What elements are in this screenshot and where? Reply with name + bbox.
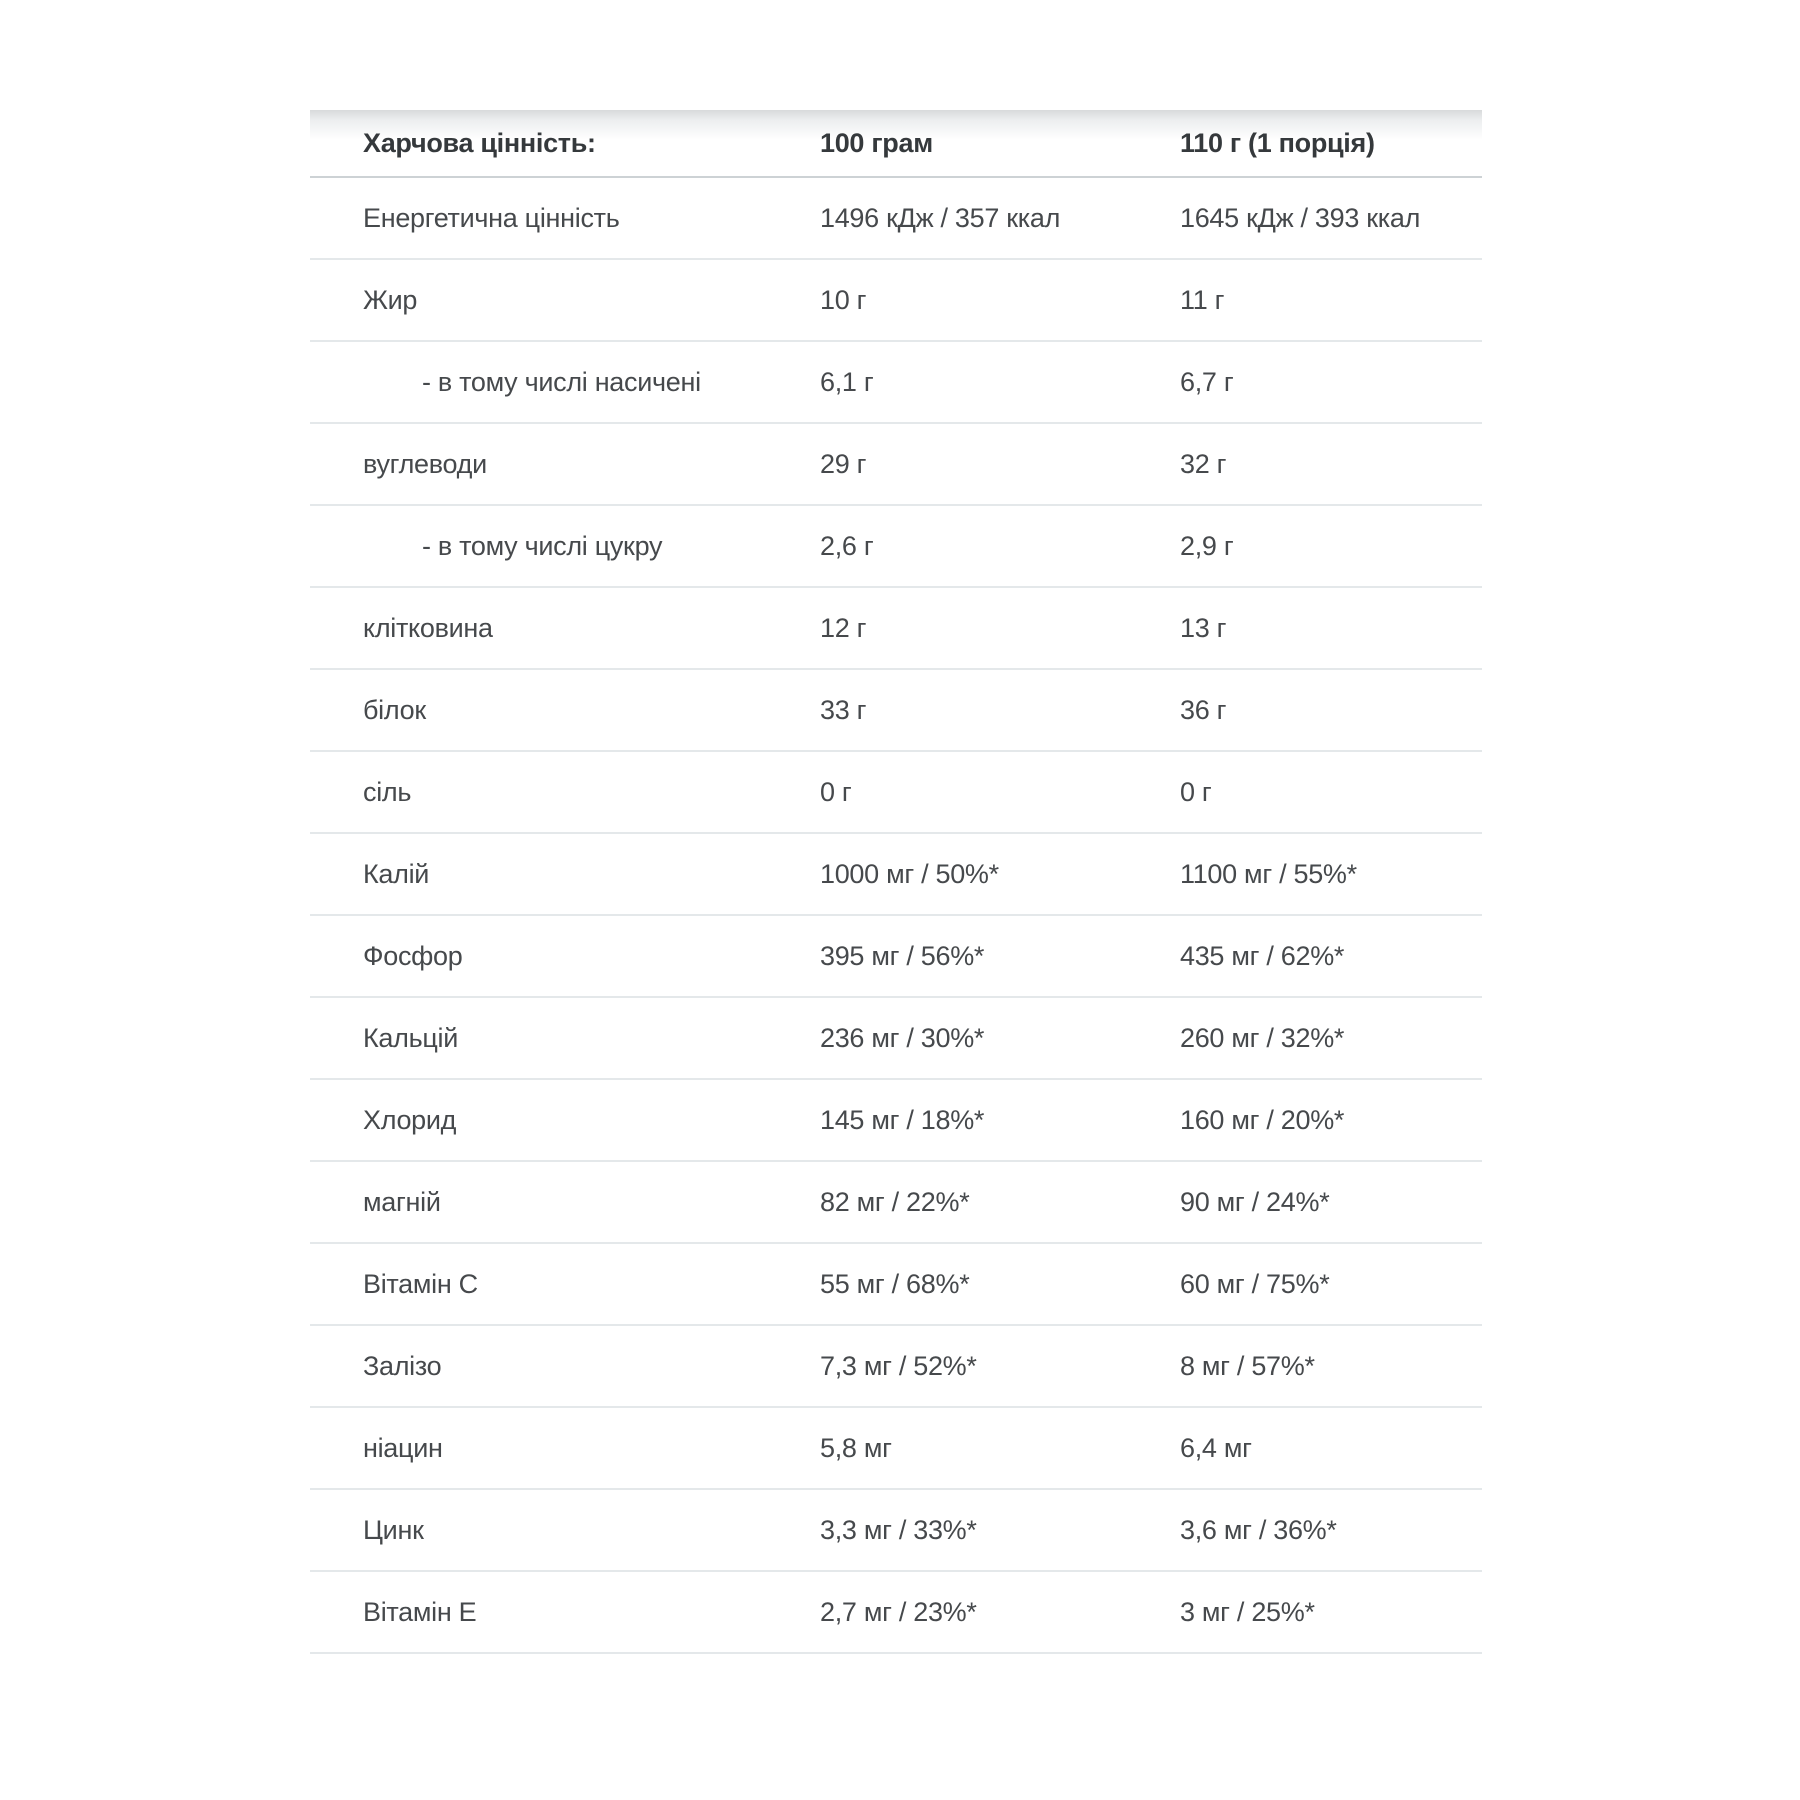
nutrient-label: клітковина: [363, 612, 493, 643]
value-per-serving: 6,4 мг: [1180, 1432, 1252, 1463]
value-per-100g: 2,7 мг / 23%*: [820, 1596, 977, 1627]
nutrient-label: білок: [363, 694, 426, 725]
table-row: [310, 1080, 1482, 1162]
table-row: [310, 916, 1482, 998]
value-per-100g: 3,3 мг / 33%*: [820, 1514, 977, 1545]
table-row: [310, 1408, 1482, 1490]
value-per-100g: 7,3 мг / 52%*: [820, 1350, 977, 1381]
value-per-serving: 60 мг / 75%*: [1180, 1268, 1330, 1299]
nutrient-label: сіль: [363, 776, 412, 807]
value-per-100g: 2,6 г: [820, 530, 874, 561]
table-row: [310, 1326, 1482, 1408]
value-per-100g: 145 мг / 18%*: [820, 1104, 985, 1135]
nutrient-label: Вітамін Е: [363, 1596, 477, 1627]
nutrient-label: Жир: [363, 284, 418, 315]
value-per-100g: 33 г: [820, 694, 867, 725]
table-row: [310, 588, 1482, 670]
header-col-nutrition-label: Харчова цінність:: [363, 127, 596, 158]
table-row: [310, 424, 1482, 506]
nutrient-label: ніацин: [363, 1432, 443, 1463]
table-row: [310, 342, 1482, 424]
nutrient-label: - в тому числі насичені: [422, 366, 701, 397]
value-per-serving: 32 г: [1180, 448, 1227, 479]
value-per-serving: 13 г: [1180, 612, 1227, 643]
nutrient-label: Кальцій: [363, 1022, 459, 1053]
table-row: [310, 834, 1482, 916]
value-per-100g: 1496 кДж / 357 ккал: [820, 202, 1061, 233]
table-body: [310, 178, 1482, 1654]
value-per-serving: 1645 кДж / 393 ккал: [1180, 202, 1421, 233]
value-per-serving: 160 мг / 20%*: [1180, 1104, 1345, 1135]
value-per-serving: 6,7 г: [1180, 366, 1234, 397]
value-per-serving: 8 мг / 57%*: [1180, 1350, 1315, 1381]
nutrient-label: Фосфор: [363, 940, 463, 971]
value-per-100g: 6,1 г: [820, 366, 874, 397]
value-per-100g: 10 г: [820, 284, 867, 315]
table-row: [310, 1244, 1482, 1326]
nutrient-label: Залізо: [363, 1350, 442, 1381]
value-per-100g: 1000 мг / 50%*: [820, 858, 999, 889]
table-row: [310, 1572, 1482, 1654]
value-per-100g: 55 мг / 68%*: [820, 1268, 970, 1299]
nutrient-label: Калій: [363, 858, 430, 889]
nutrient-label: Хлорид: [363, 1104, 457, 1135]
table-row: [310, 1490, 1482, 1572]
nutrient-label: вуглеводи: [363, 448, 487, 479]
table-row: [310, 506, 1482, 588]
value-per-serving: 3 мг / 25%*: [1180, 1596, 1315, 1627]
header-col-per-100g: 100 грам: [820, 127, 933, 158]
value-per-serving: 90 мг / 24%*: [1180, 1186, 1330, 1217]
value-per-100g: 12 г: [820, 612, 867, 643]
value-per-100g: 29 г: [820, 448, 867, 479]
table-row: [310, 178, 1482, 260]
value-per-serving: 2,9 г: [1180, 530, 1234, 561]
nutrient-label: Цинк: [363, 1514, 424, 1545]
value-per-serving: 11 г: [1180, 284, 1225, 315]
table-header-row: [310, 110, 1482, 178]
table-row: [310, 752, 1482, 834]
nutrient-label: Вітамін C: [363, 1268, 478, 1299]
value-per-serving: 3,6 мг / 36%*: [1180, 1514, 1337, 1545]
value-per-serving: 36 г: [1180, 694, 1227, 725]
value-per-serving: 260 мг / 32%*: [1180, 1022, 1345, 1053]
value-per-serving: 1100 мг / 55%*: [1180, 858, 1357, 889]
nutrient-label: Енергетична цінність: [363, 202, 620, 233]
nutrition-table: [310, 110, 1482, 1654]
value-per-serving: 435 мг / 62%*: [1180, 940, 1345, 971]
table-row: [310, 1162, 1482, 1244]
value-per-100g: 395 мг / 56%*: [820, 940, 985, 971]
nutrient-label: магній: [363, 1186, 441, 1217]
value-per-100g: 236 мг / 30%*: [820, 1022, 985, 1053]
value-per-serving: 0 г: [1180, 776, 1212, 807]
value-per-100g: 5,8 мг: [820, 1432, 892, 1463]
table-row: [310, 670, 1482, 752]
value-per-100g: 82 мг / 22%*: [820, 1186, 970, 1217]
nutrient-label: - в тому числі цукру: [422, 530, 663, 561]
table-row: [310, 998, 1482, 1080]
table-row: [310, 260, 1482, 342]
header-col-per-serving: 110 г (1 порція): [1180, 127, 1375, 158]
value-per-100g: 0 г: [820, 776, 852, 807]
